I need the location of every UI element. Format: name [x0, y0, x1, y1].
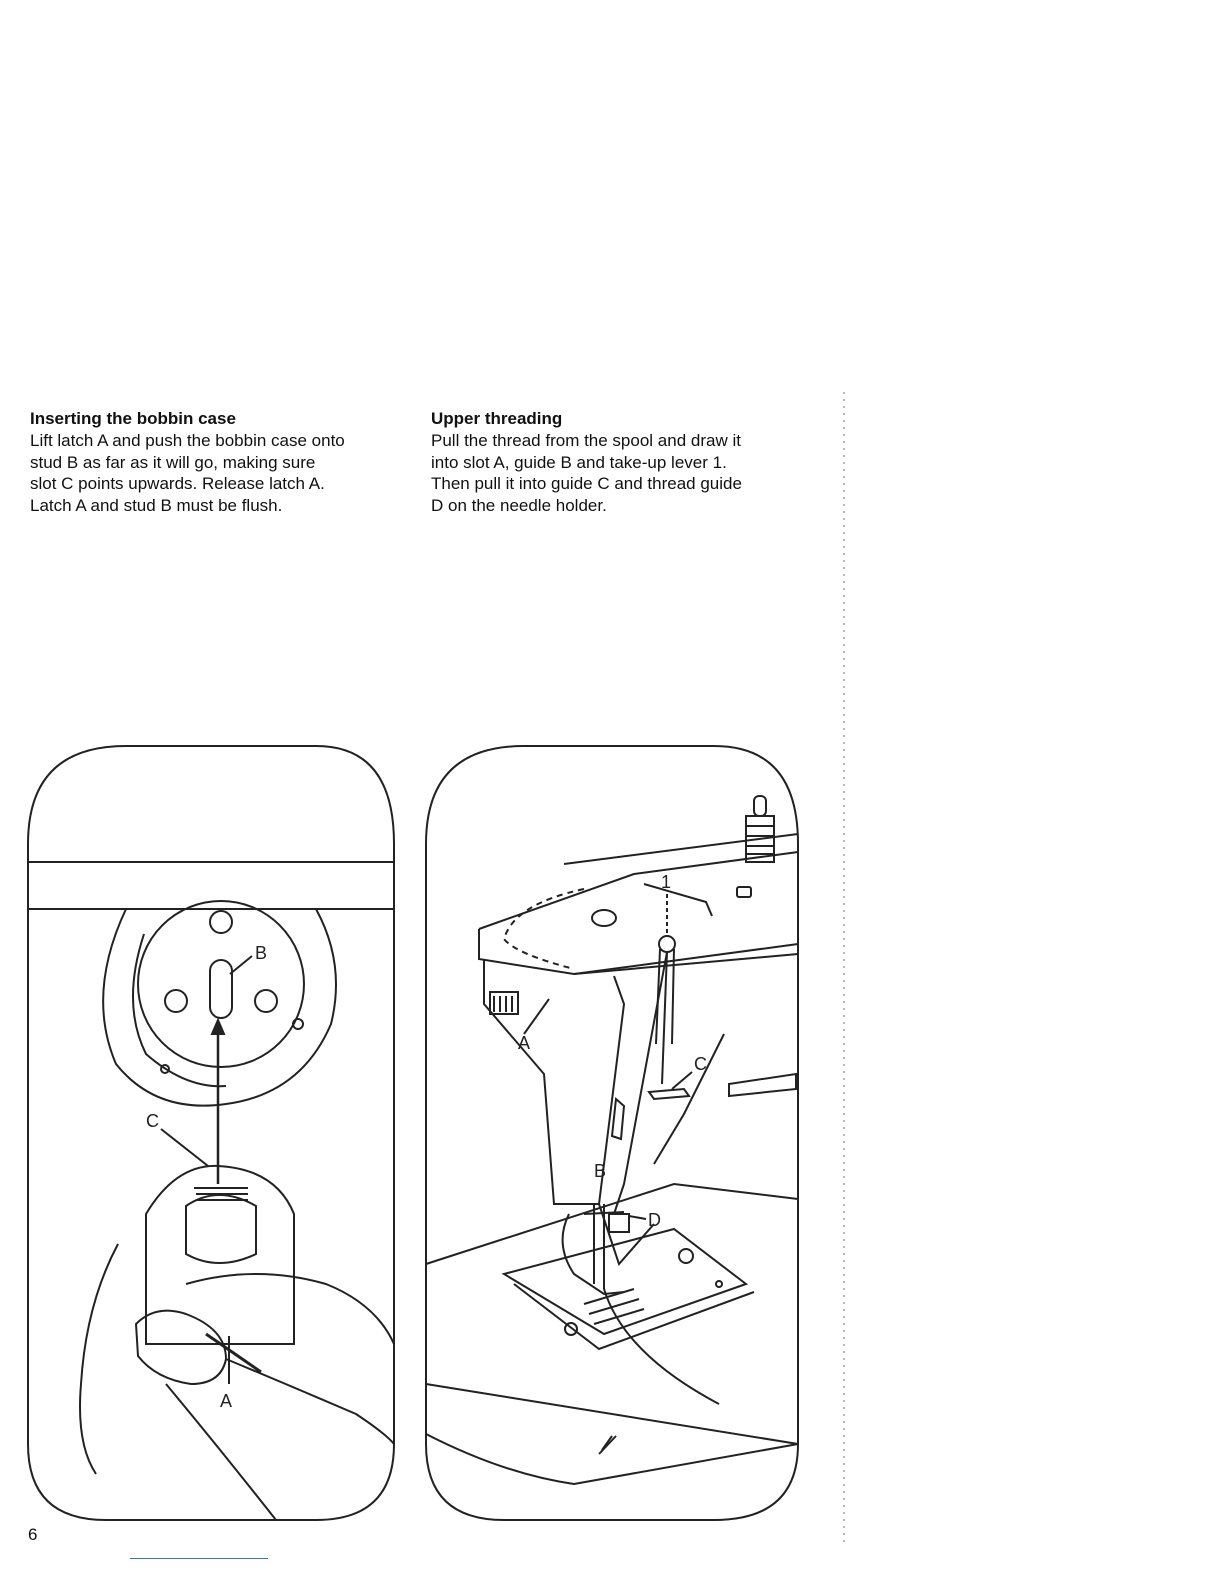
threading-label-b: B: [594, 1161, 607, 1181]
threading-label-d: D: [648, 1210, 661, 1230]
bobbin-heading: Inserting the bobbin case: [30, 409, 236, 428]
threading-heading: Upper threading: [431, 409, 563, 428]
threading-body: Pull the thread from the spool and draw it into slot A, guide B and take-up lever 1. Then pull it into guide C and thread guide D on the needle holder.: [431, 431, 742, 515]
bobbin-figure: [26, 744, 396, 1522]
threading-label-a: A: [518, 1033, 531, 1053]
bobbin-label-c: C: [146, 1111, 159, 1131]
threading-label-c: C: [694, 1054, 707, 1074]
threading-label-1: 1: [661, 872, 672, 892]
scan-underline: [130, 1558, 268, 1559]
threading-illustration: [424, 744, 800, 1522]
bobbin-label-a: A: [220, 1391, 233, 1411]
bobbin-illustration: [26, 744, 396, 1522]
bobbin-body: Lift latch A and push the bobbin case onto stud B as far as it will go, making sure slot C points upwards. Release latch A. Latch A and stud B must be flush.: [30, 431, 345, 515]
section-threading: [431, 408, 811, 516]
scan-edge-noise: [836, 392, 850, 1542]
threading-figure: [424, 744, 800, 1522]
section-bobbin: [30, 408, 410, 516]
bobbin-label-b: B: [255, 943, 268, 963]
page-number: 6: [28, 1525, 38, 1544]
